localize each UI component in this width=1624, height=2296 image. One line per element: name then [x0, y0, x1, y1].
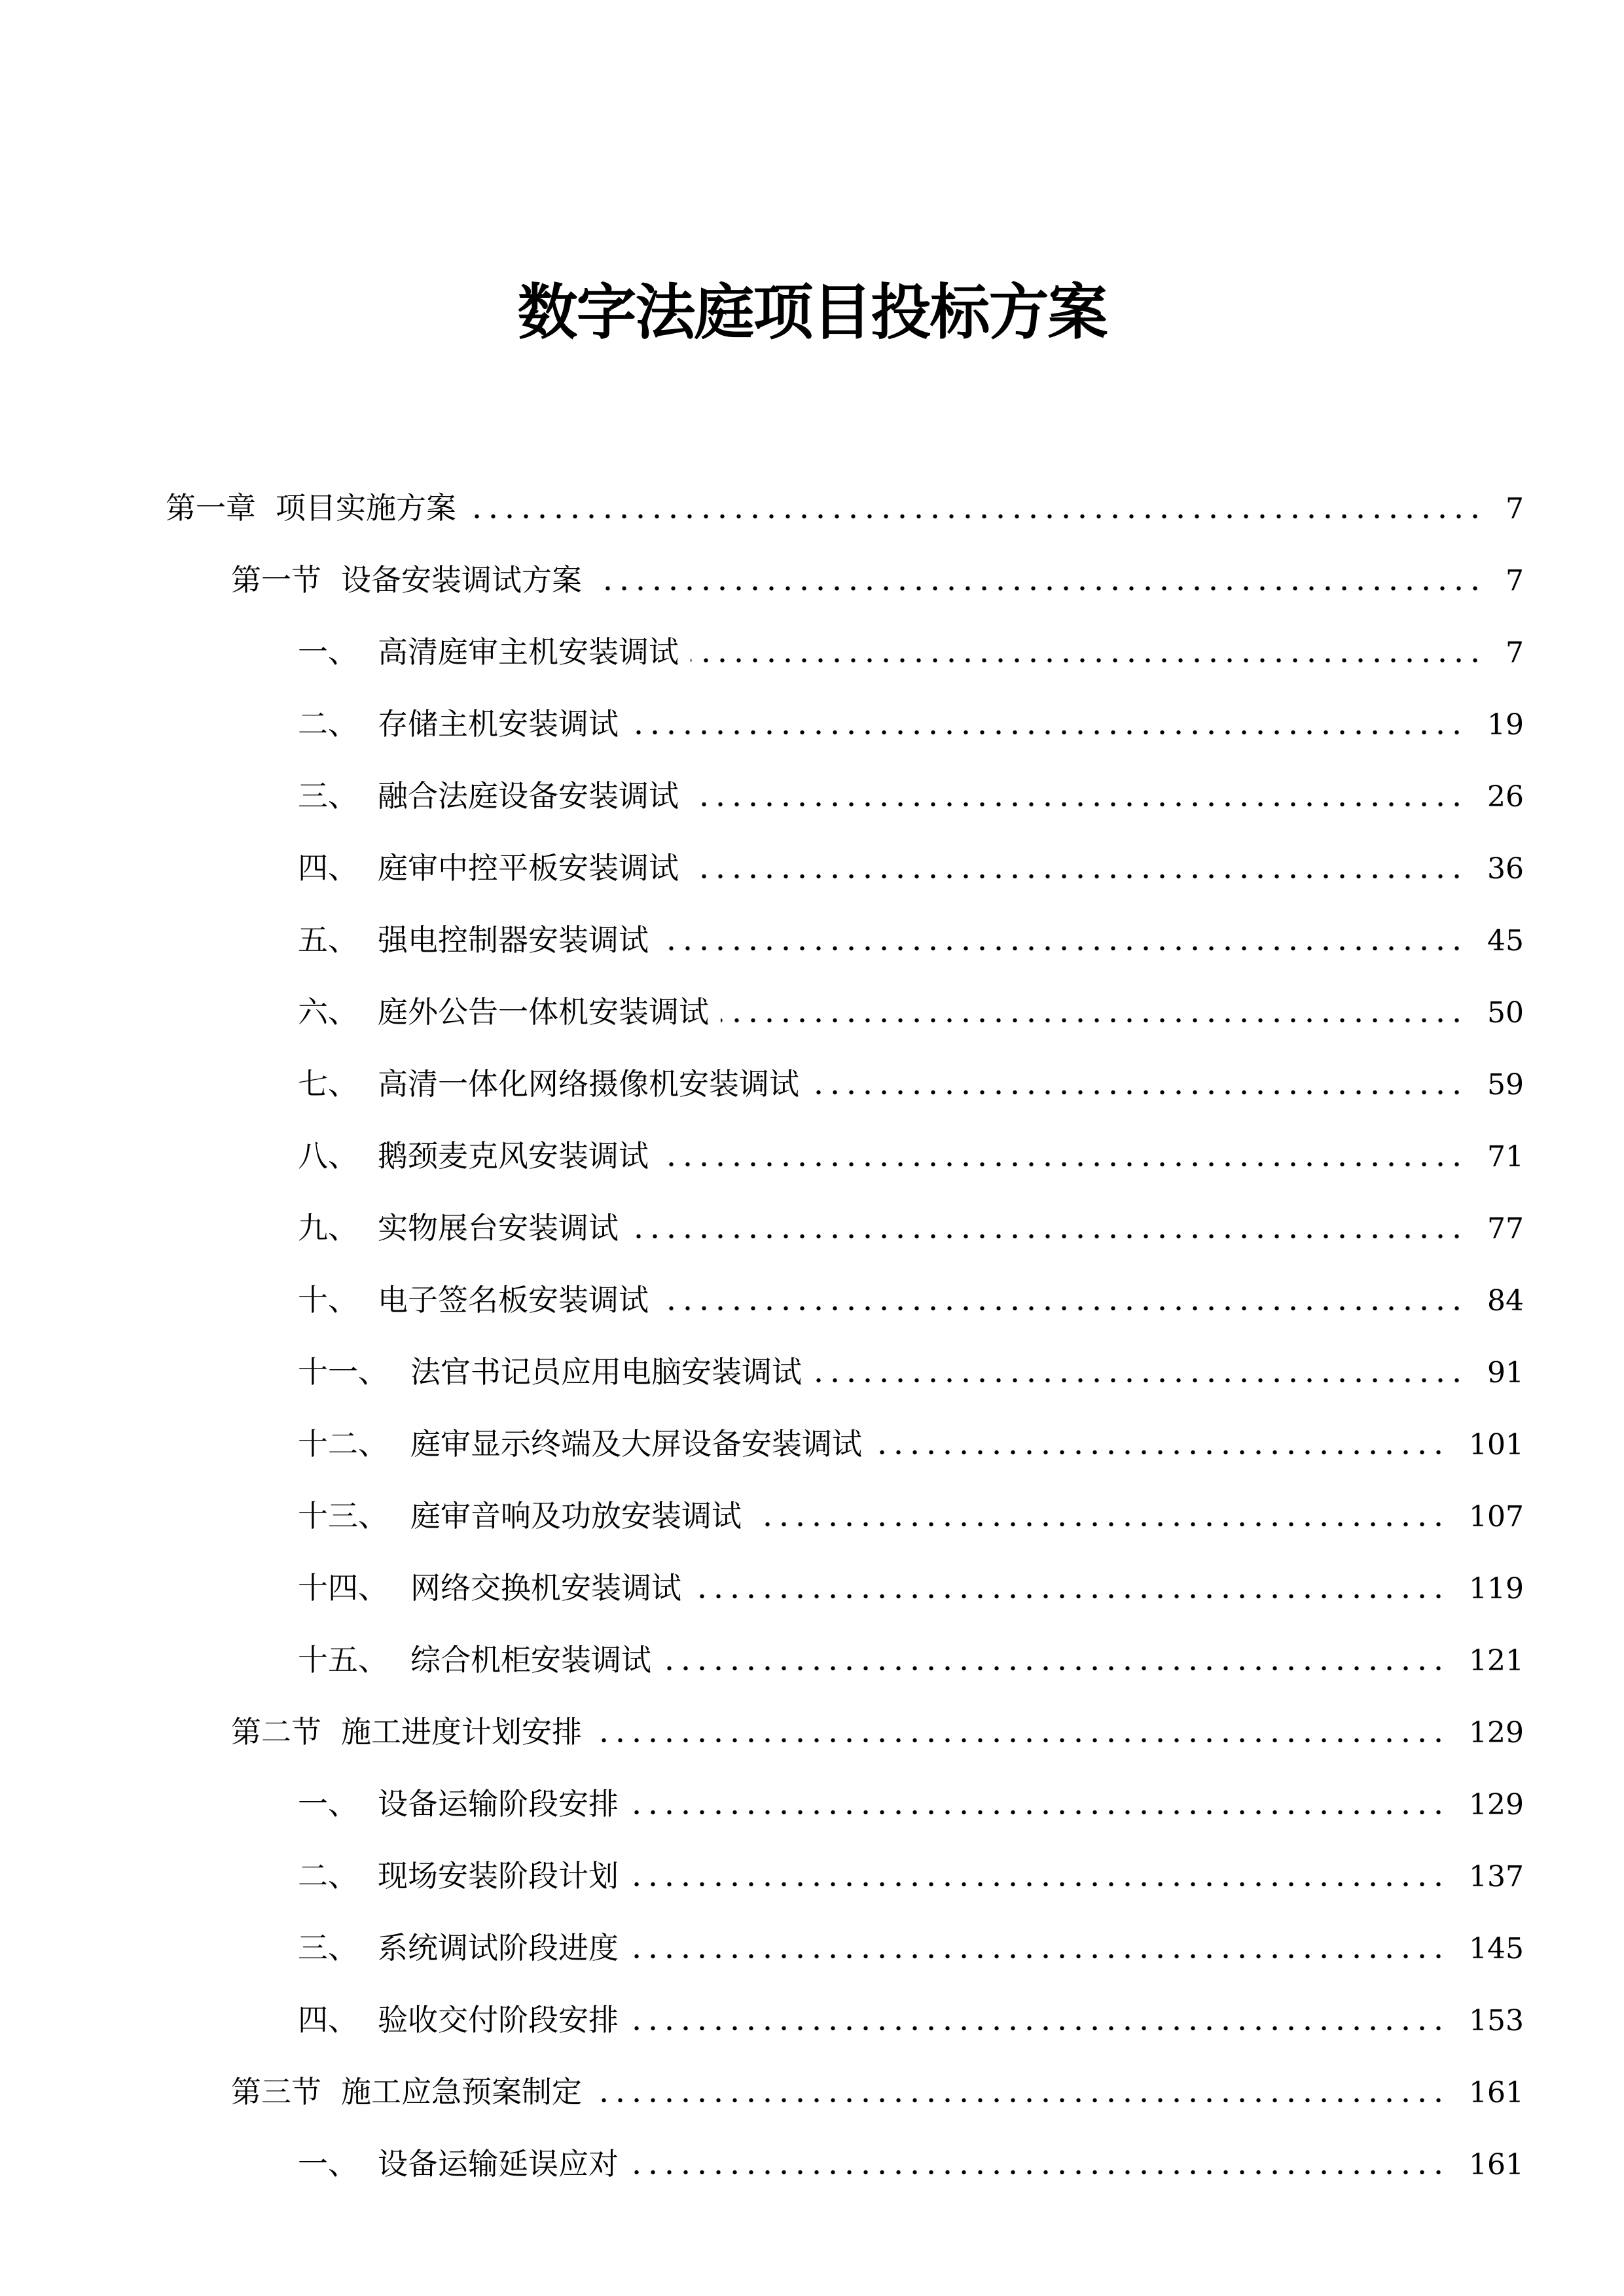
toc-page-number: 7	[1506, 636, 1524, 670]
toc-entry-item[interactable]	[298, 1984, 1524, 2056]
toc-page-number: 137	[1469, 1860, 1524, 1893]
dot-leader	[660, 1304, 1465, 1312]
toc-entry-prefix: 十三、	[298, 1498, 388, 1534]
toc-entry-prefix: 七、	[298, 1066, 358, 1102]
document-title: 数字法庭项目投标方案	[517, 277, 1107, 348]
toc-entry-item[interactable]	[298, 1048, 1524, 1120]
toc-entry-item[interactable]	[298, 904, 1524, 976]
toc-entry-title: 验收交付阶段安排	[378, 2002, 619, 2037]
dot-leader	[874, 1448, 1447, 1456]
toc-entry-title: 法官书记员应用电脑安装调试	[410, 1354, 802, 1390]
dot-leader	[468, 512, 1483, 520]
toc-entry-title: 高清一体化网络摄像机安装调试	[378, 1066, 799, 1102]
dot-leader	[630, 2168, 1447, 2176]
toc-entry-prefix: 四、	[298, 850, 358, 886]
toc-entry-prefix: 四、	[298, 2002, 358, 2037]
toc-entry-prefix: 第二节	[231, 1714, 321, 1749]
dot-leader	[753, 1520, 1447, 1528]
dot-leader	[691, 656, 1483, 664]
toc-entry-prefix: 二、	[298, 706, 358, 742]
toc-entry-title: 现场安装阶段计划	[378, 1858, 619, 1893]
toc-page-number: 45	[1487, 924, 1524, 958]
toc-entry-title: 设备运输阶段安排	[378, 1786, 619, 1821]
toc-entry-item[interactable]	[298, 1480, 1524, 1552]
toc-entry-prefix: 三、	[298, 778, 358, 814]
toc-entry-title: 设备安装调试方案	[341, 562, 582, 598]
toc-entry-item[interactable]	[298, 1768, 1524, 1840]
toc-entry-title: 庭审中控平板安装调试	[378, 850, 679, 886]
toc-entry-item[interactable]	[298, 1192, 1524, 1264]
toc-entry-section-1[interactable]	[231, 544, 1524, 616]
toc-entry-prefix: 二、	[298, 1858, 358, 1893]
dot-leader	[630, 1952, 1447, 1960]
toc-entry-prefix: 十一、	[298, 1354, 388, 1390]
toc-entry-prefix: 一、	[298, 634, 358, 670]
toc-entry-item[interactable]	[298, 1840, 1524, 1912]
toc-page-number: 107	[1469, 1500, 1524, 1534]
toc-entry-section-2[interactable]	[231, 1696, 1524, 1768]
toc-entry-title: 网络交换机安装调试	[410, 1570, 681, 1605]
toc-page-number: 77	[1487, 1212, 1524, 1246]
toc-entry-prefix: 六、	[298, 994, 358, 1030]
toc-page-number: 161	[1469, 2148, 1524, 2181]
toc-entry-item[interactable]	[298, 1624, 1524, 1696]
dot-leader	[594, 2096, 1447, 2104]
dot-leader	[630, 1880, 1447, 1888]
toc-entry-title: 高清庭审主机安装调试	[378, 634, 679, 670]
dot-leader	[594, 584, 1483, 592]
toc-entry-item[interactable]	[298, 1408, 1524, 1480]
dot-leader	[630, 1232, 1465, 1240]
toc-entry-title: 鹅颈麦克风安装调试	[378, 1138, 649, 1174]
toc-page-number: 101	[1469, 1428, 1524, 1462]
dot-leader	[811, 1088, 1465, 1096]
toc-entry-section-3[interactable]	[231, 2056, 1524, 2128]
toc-page-number: 121	[1469, 1644, 1524, 1677]
toc-entry-title: 综合机柜安装调试	[410, 1642, 651, 1677]
toc-entry-prefix: 五、	[298, 922, 358, 958]
toc-entry-title: 系统调试阶段进度	[378, 1930, 619, 1965]
toc-page-number: 145	[1469, 1932, 1524, 1965]
toc-entry-prefix: 第一章	[166, 490, 256, 526]
toc-entry-item[interactable]	[298, 2128, 1524, 2200]
dot-leader	[630, 1808, 1447, 1816]
dot-leader	[594, 1736, 1447, 1744]
toc-entry-item[interactable]	[298, 1912, 1524, 1984]
dot-leader	[630, 728, 1465, 736]
toc-entry-prefix: 一、	[298, 2146, 358, 2181]
toc-page-number: 36	[1487, 852, 1524, 886]
toc-entry-item[interactable]	[298, 1264, 1524, 1336]
toc-entry-item[interactable]	[298, 1336, 1524, 1408]
toc-page-number: 153	[1469, 2004, 1524, 2037]
dot-leader	[693, 1592, 1447, 1600]
toc-entry-title: 电子签名板安装调试	[378, 1282, 649, 1318]
dot-leader	[691, 872, 1465, 880]
toc-entry-title: 施工进度计划安排	[341, 1714, 582, 1749]
toc-page-number: 59	[1487, 1068, 1524, 1102]
toc-entry-prefix: 九、	[298, 1210, 358, 1246]
toc-entry-title: 融合法庭设备安装调试	[378, 778, 679, 814]
toc-entry-item[interactable]	[298, 616, 1524, 688]
toc-entry-title: 项目实施方案	[276, 490, 456, 526]
dot-leader	[721, 1016, 1465, 1024]
toc-entry-prefix: 八、	[298, 1138, 358, 1174]
toc-page-number: 7	[1506, 492, 1524, 526]
toc-entry-prefix: 十、	[298, 1282, 358, 1318]
toc-entry-title: 施工应急预案制定	[341, 2074, 582, 2109]
toc-entry-title: 设备运输延误应对	[378, 2146, 619, 2181]
toc-entry-prefix: 第一节	[231, 562, 321, 598]
toc-entry-chapter-1[interactable]	[166, 472, 1524, 544]
toc-entry-item[interactable]	[298, 760, 1524, 832]
toc-entry-prefix: 十二、	[298, 1426, 388, 1462]
toc-entry-title: 庭审音响及功放安装调试	[410, 1498, 742, 1534]
toc-page-number: 26	[1487, 780, 1524, 814]
toc-entry-item[interactable]	[298, 688, 1524, 760]
toc-entry-item[interactable]	[298, 1120, 1524, 1192]
toc-page-number: 129	[1469, 1716, 1524, 1749]
toc-page-number: 84	[1487, 1284, 1524, 1318]
dot-leader	[663, 1664, 1447, 1672]
dot-leader	[660, 1160, 1465, 1168]
toc-entry-title: 强电控制器安装调试	[378, 922, 649, 958]
toc-entry-prefix: 十四、	[298, 1570, 388, 1605]
toc-entry-item[interactable]	[298, 832, 1524, 904]
dot-leader	[630, 2024, 1447, 2032]
toc-entry-item[interactable]	[298, 1552, 1524, 1624]
toc-entry-prefix: 十五、	[298, 1642, 388, 1677]
toc-page-number: 129	[1469, 1788, 1524, 1821]
toc-entry-title: 实物展台安装调试	[378, 1210, 619, 1246]
toc-entry-title: 庭审显示终端及大屏设备安装调试	[410, 1426, 862, 1462]
toc-page-number: 119	[1469, 1572, 1524, 1605]
toc-page-number: 19	[1487, 708, 1524, 742]
toc-entry-item[interactable]	[298, 976, 1524, 1048]
toc-entry-prefix: 三、	[298, 1930, 358, 1965]
toc-page-number: 7	[1506, 564, 1524, 598]
dot-leader	[814, 1376, 1465, 1384]
toc-entry-title: 存储主机安装调试	[378, 706, 619, 742]
toc-page-number: 161	[1469, 2076, 1524, 2109]
toc-page-number: 71	[1487, 1140, 1524, 1174]
toc-entry-title: 庭外公告一体机安装调试	[378, 994, 709, 1030]
toc-entry-prefix: 一、	[298, 1786, 358, 1821]
toc-entry-prefix: 第三节	[231, 2074, 321, 2109]
dot-leader	[660, 944, 1465, 952]
toc-page-number: 91	[1487, 1356, 1524, 1390]
dot-leader	[691, 800, 1465, 808]
toc-page-number: 50	[1487, 996, 1524, 1030]
